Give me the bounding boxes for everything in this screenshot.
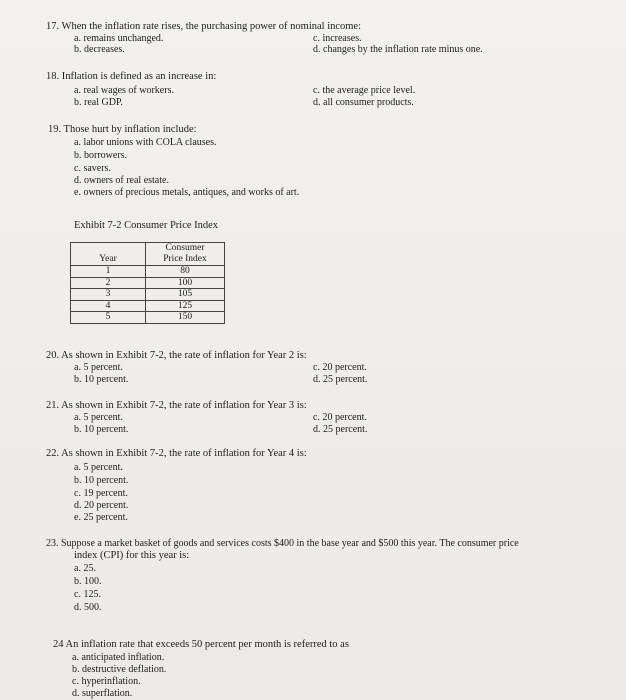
exhibit-title: Exhibit 7-2 Consumer Price Index (74, 220, 219, 231)
year-cell: 3 (71, 289, 146, 301)
question-18-stem: 18. Inflation is defined as an increase in: (46, 71, 217, 82)
cpi-cell: 105 (146, 289, 225, 301)
question-24-stem: 24 An inflation rate that exceeds 50 percent per month is referred to as (53, 639, 349, 650)
cpi-header-line1: Consumer (165, 243, 205, 253)
q19-option-b: b. borrowers. (74, 150, 128, 161)
question-22-stem: 22. As shown in Exhibit 7-2, the rate of inflation for Year 4 is: (46, 448, 307, 459)
q18-option-d: d. all consumer products. (313, 97, 414, 108)
q23-option-c: c. 125. (74, 589, 101, 600)
q17-option-b: b. decreases. (74, 44, 125, 55)
q22-option-d: d. 20 percent. (74, 500, 129, 511)
cpi-header-line2: Price Index (163, 254, 207, 264)
cpi-cell: 100 (146, 277, 225, 289)
q17-option-c: c. increases. (313, 33, 362, 44)
q17-option-d: d. changes by the inflation rate minus one. (313, 44, 483, 55)
question-21-stem: 21. As shown in Exhibit 7-2, the rate of inflation for Year 3 is: (46, 400, 307, 411)
q22-option-e: e. 25 percent. (74, 512, 128, 523)
question-20-stem: 20. As shown in Exhibit 7-2, the rate of inflation for Year 2 is: (46, 350, 307, 361)
q21-option-b: b. 10 percent. (74, 424, 129, 435)
q22-option-c: c. 19 percent. (74, 488, 128, 499)
cpi-cell: 125 (146, 300, 225, 312)
q19-option-d: d. owners of real estate. (74, 175, 169, 186)
q22-option-a: a. 5 percent. (74, 462, 123, 473)
year-cell: 1 (71, 266, 146, 278)
table-row (71, 289, 225, 301)
q22-option-b: b. 10 percent. (74, 475, 129, 486)
q23-option-b: b. 100. (74, 576, 102, 587)
year-header: Year (71, 243, 146, 266)
q23-option-d: d. 500. (74, 602, 102, 613)
q21-option-a: a. 5 percent. (74, 412, 123, 423)
year-cell: 2 (71, 277, 146, 289)
q18-option-b: b. real GDP. (74, 97, 123, 108)
year-cell: 5 (71, 312, 146, 324)
q20-option-b: b. 10 percent. (74, 374, 129, 385)
table-row (71, 266, 225, 278)
question-19-stem: 19. Those hurt by inflation include: (48, 124, 197, 135)
q24-option-a: a. anticipated inflation. (72, 652, 165, 663)
cpi-header (146, 243, 225, 266)
question-23-stem-line1: 23. Suppose a market basket of goods and services costs $400 in the base year and $500 this year. The consumer price (46, 538, 519, 549)
year-cell: 4 (71, 300, 146, 312)
q21-option-d: d. 25 percent. (313, 424, 368, 435)
q24-option-d: d. superflation. (72, 688, 133, 699)
question-17-stem: 17. When the inflation rate rises, the purchasing power of nominal income: (46, 21, 362, 32)
q17-option-a: a. remains unchanged. (74, 33, 164, 44)
q20-option-c: c. 20 percent. (313, 362, 367, 373)
cpi-cell: 150 (146, 312, 225, 324)
q19-option-c: c. savers. (74, 163, 111, 174)
q20-option-d: d. 25 percent. (313, 374, 368, 385)
q21-option-c: c. 20 percent. (313, 412, 367, 423)
q19-option-e: e. owners of precious metals, antiques, and works of art. (74, 187, 300, 198)
q18-option-a: a. real wages of workers. (74, 85, 174, 96)
q24-option-c: c. hyperinflation. (72, 676, 141, 687)
cpi-table (70, 242, 225, 324)
q20-option-a: a. 5 percent. (74, 362, 123, 373)
q18-option-c: c. the average price level. (313, 85, 416, 96)
table-row (71, 277, 225, 289)
q19-option-a: a. labor unions with COLA clauses. (74, 137, 217, 148)
q23-option-a: a. 25. (74, 563, 96, 574)
table-row (71, 300, 225, 312)
table-row (71, 312, 225, 324)
question-23-stem-line2: index (CPI) for this year is: (74, 550, 190, 561)
table-header-row (71, 243, 225, 266)
cpi-cell: 80 (146, 266, 225, 278)
q24-option-b: b. destructive deflation. (72, 664, 167, 675)
